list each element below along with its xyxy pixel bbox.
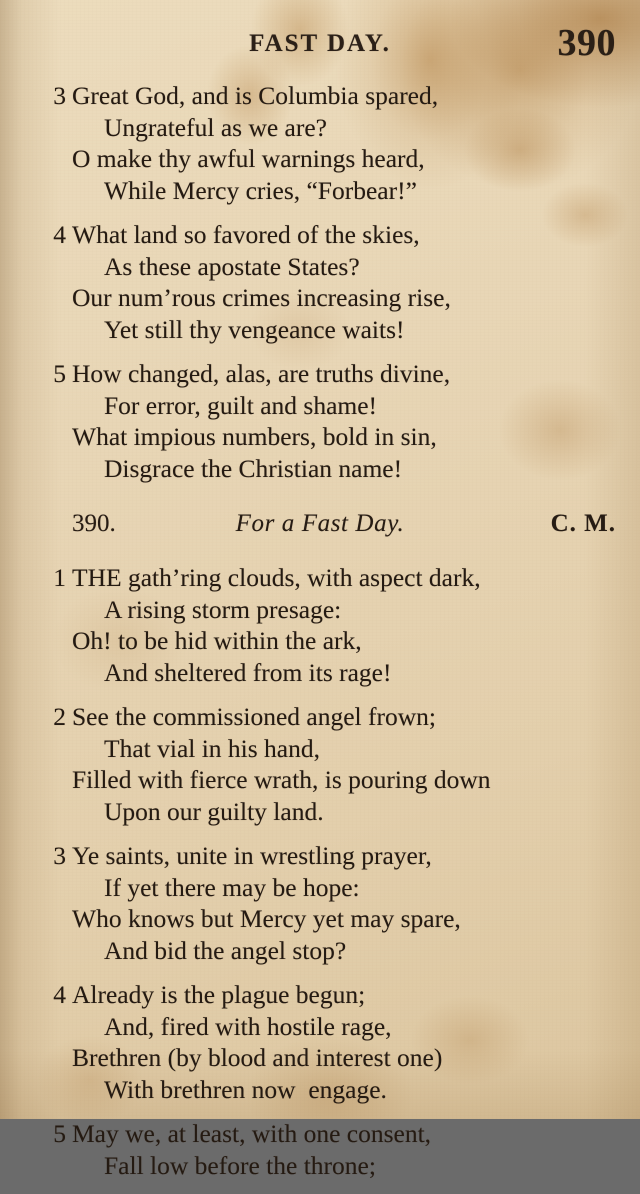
verse-line: [104, 657, 640, 689]
hymn-meter: C. M.: [550, 510, 616, 537]
verse-line-text: Ungrateful as we are?: [104, 112, 328, 142]
verse-line: [72, 903, 640, 935]
stanza-number: 3: [53, 841, 66, 870]
stanza: [0, 219, 640, 345]
verse-line: [104, 1074, 640, 1106]
verse-line: [72, 1042, 640, 1074]
verse-line: [104, 390, 640, 422]
verse-line-text: While Mercy cries, “Forbear!”: [104, 175, 417, 205]
stanza: [0, 701, 640, 827]
verse-line: [72, 625, 640, 657]
stanza: [0, 358, 640, 484]
verse-line-text: Oh! to be hid within the ark,: [72, 626, 362, 655]
hymn-caption: For a Fast Day.: [235, 510, 405, 537]
verse-line: [53, 219, 640, 251]
stanza: [0, 562, 640, 688]
verse-line-text: With brethren now engage.: [104, 1074, 387, 1104]
verse-line-text: That vial in his hand,: [104, 733, 321, 763]
stanza-number: 4: [53, 980, 66, 1009]
verse-line: [72, 421, 640, 453]
hymn-heading: [0, 510, 640, 550]
verse-line-text: What land so favored of the skies,: [72, 220, 420, 249]
verse-line-text: Filled with fierce wrath, is pouring down: [72, 765, 491, 794]
page-title: FAST DAY.: [249, 30, 391, 57]
verse-line-text: Ye saints, unite in wrestling prayer,: [72, 841, 432, 870]
verse-line-text: What impious numbers, bold in sin,: [72, 422, 437, 451]
continued-hymn-stanzas: [0, 80, 640, 484]
verse-line-text: As these apostate States?: [104, 251, 360, 281]
verse-line: [53, 701, 640, 733]
verse-line-text: And, fired with hostile rage,: [104, 1011, 392, 1041]
verse-line: [72, 764, 640, 796]
verse-line-text: Yet still thy vengeance waits!: [104, 314, 405, 344]
verse-line: [72, 282, 640, 314]
stanza: [0, 840, 640, 966]
verse-line: [104, 453, 640, 485]
stanza-number: 3: [53, 81, 66, 110]
verse-line-text: O make thy awful warnings heard,: [72, 144, 425, 173]
verse-line-text: Fall low before the throne;: [104, 1150, 376, 1180]
hymn-stanzas: [0, 562, 640, 1181]
verse-line: [104, 796, 640, 828]
verse-line-text: THE gath’ring clouds, with aspect dark,: [72, 563, 481, 592]
verse-line: [104, 1150, 640, 1182]
stanza-number: 4: [53, 220, 66, 249]
verse-line-text: And sheltered from its rage!: [104, 657, 392, 687]
verse-line-text: May we, at least, with one consent,: [72, 1119, 432, 1148]
verse-line: [53, 80, 640, 112]
running-head: [0, 22, 640, 64]
page-number: 390: [557, 22, 616, 64]
verse-line: [104, 112, 640, 144]
verse-line: [104, 733, 640, 765]
stanza-number: 1: [53, 563, 66, 592]
verse-line-text: A rising storm presage:: [104, 594, 342, 624]
verse-line-text: Already is the plague begun;: [72, 980, 366, 1009]
verse-column: [0, 80, 640, 1194]
verse-line: [53, 840, 640, 872]
verse-line: [53, 979, 640, 1011]
verse-line-text: Brethren (by blood and interest one): [72, 1043, 443, 1072]
verse-line: [72, 143, 640, 175]
verse-line: [53, 358, 640, 390]
verse-line-text: Who knows but Mercy yet may spare,: [72, 904, 461, 933]
verse-line: [53, 1118, 640, 1150]
stanza: [0, 1118, 640, 1181]
verse-line: [104, 314, 640, 346]
verse-line-text: Disgrace the Christian name!: [104, 453, 403, 483]
verse-line: [104, 251, 640, 283]
verse-line: [104, 872, 640, 904]
verse-line-text: How changed, alas, are truths divine,: [72, 359, 451, 388]
stanza-number: 5: [53, 359, 66, 388]
verse-line: [104, 935, 640, 967]
stanza-number: 5: [53, 1119, 66, 1148]
stanza-number: 2: [53, 702, 66, 731]
verse-line-text: Our num’rous crimes increasing rise,: [72, 283, 451, 312]
verse-line: [104, 175, 640, 207]
verse-line: [104, 1011, 640, 1043]
stanza: [0, 80, 640, 206]
verse-line-text: Great God, and is Columbia spared,: [72, 81, 439, 110]
verse-line-text: And bid the angel stop?: [104, 935, 347, 965]
verse-line: [53, 562, 640, 594]
stanza: [0, 979, 640, 1105]
verse-line-text: Upon our guilty land.: [104, 796, 324, 826]
verse-line-text: See the commissioned angel frown;: [72, 702, 436, 731]
verse-line-text: If yet there may be hope:: [104, 872, 360, 902]
verse-line-text: For error, guilt and shame!: [104, 390, 378, 420]
verse-line: [104, 594, 640, 626]
hymn-number: 390.: [72, 510, 116, 537]
